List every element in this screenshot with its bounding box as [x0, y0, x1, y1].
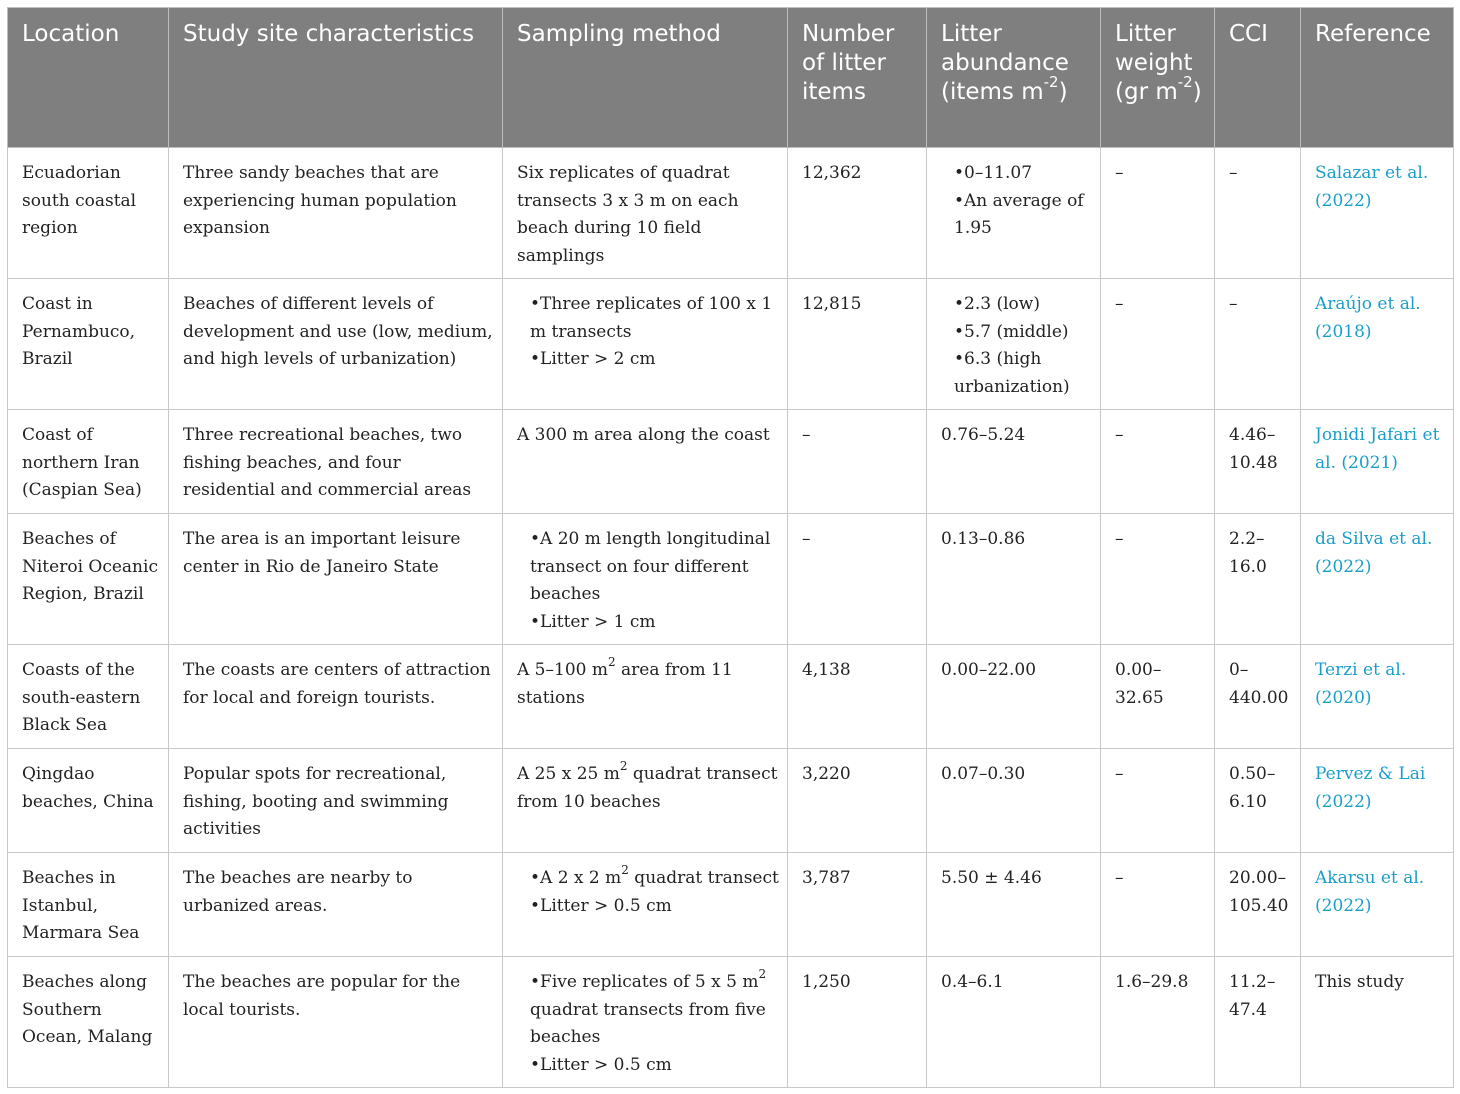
cell-location: Coast of northern Iran (Caspian Sea) — [8, 410, 169, 514]
cell-weight: – — [1101, 514, 1215, 645]
cell-site: Three recreational beaches, two fishing beaches, and four residential and commercial areas — [169, 410, 503, 514]
table-row — [8, 957, 1454, 1088]
cell-method: A 300 m area along the coast — [503, 410, 788, 514]
cell-cci: 0–440.00 — [1215, 645, 1301, 749]
table-row — [8, 749, 1454, 853]
cell-method: •A 20 m length longitudinal transect on four different beaches •Litter > 1 cm — [503, 514, 788, 645]
cell-site: Popular spots for recreational, fishing, booting and swimming activities — [169, 749, 503, 853]
header-cci: CCI — [1215, 8, 1301, 148]
cell-location: Beaches of Niteroi Oceanic Region, Brazil — [8, 514, 169, 645]
header-method: Sampling method — [503, 8, 788, 148]
reference-link[interactable]: Pervez & Lai (2022) — [1301, 749, 1454, 853]
cell-count: 12,362 — [788, 148, 927, 279]
cell-method: Six replicates of quadrat transects 3 x 3 m on each beach during 10 field samplings — [503, 148, 788, 279]
cell-abundance: 0.4–6.1 — [927, 957, 1101, 1088]
cell-location: Qingdao beaches, China — [8, 749, 169, 853]
cell-count: 1,250 — [788, 957, 927, 1088]
table-row — [8, 645, 1454, 749]
cell-cci: – — [1215, 279, 1301, 410]
reference-link[interactable]: Akarsu et al. (2022) — [1301, 853, 1454, 957]
table-row — [8, 148, 1454, 279]
cell-method: A 25 x 25 $m^2$ quadrat transect from 10 beaches — [503, 749, 788, 853]
cell-count: – — [788, 410, 927, 514]
table-row — [8, 279, 1454, 410]
cell-site: The beaches are nearby to urbanized areas. — [169, 853, 503, 957]
cell-count: 3,220 — [788, 749, 927, 853]
cell-location: Beaches along Southern Ocean, Malang — [8, 957, 169, 1088]
reference-link[interactable]: Salazar et al. (2022) — [1301, 148, 1454, 279]
cell-cci: 11.2–47.4 — [1215, 957, 1301, 1088]
cell-count: 4,138 — [788, 645, 927, 749]
cell-weight: – — [1101, 749, 1215, 853]
cell-location: Beaches in Istanbul, Marmara Sea — [8, 853, 169, 957]
cell-weight: 0.00–32.65 — [1101, 645, 1215, 749]
header-location: Location — [8, 8, 169, 148]
cell-abundance: 0.76–5.24 — [927, 410, 1101, 514]
cell-cci: 0.50–6.10 — [1215, 749, 1301, 853]
reference-link[interactable]: Jonidi Jafari et al. (2021) — [1301, 410, 1454, 514]
cell-cci: 2.2–16.0 — [1215, 514, 1301, 645]
header-weight: Litter weight (gr $m^{-2}$) — [1101, 8, 1215, 148]
cell-abundance: •0–11.07 •An average of 1.95 — [927, 148, 1101, 279]
reference-link[interactable]: Terzi et al. (2020) — [1301, 645, 1454, 749]
cell-abundance: 0.13–0.86 — [927, 514, 1101, 645]
reference-link[interactable]: da Silva et al. (2022) — [1301, 514, 1454, 645]
cell-count: – — [788, 514, 927, 645]
cell-abundance: •2.3 (low) •5.7 (middle) •6.3 (high urbanization) — [927, 279, 1101, 410]
cell-method: •Five replicates of 5 x 5 $m^2$ quadrat transects from five beaches •Litter > 0.5 cm — [503, 957, 788, 1088]
cell-cci: 20.00–105.40 — [1215, 853, 1301, 957]
reference-link[interactable]: Araújo et al. (2018) — [1301, 279, 1454, 410]
cell-method: •Three replicates of 100 x 1 m transects •Litter > 2 cm — [503, 279, 788, 410]
cell-count: 3,787 — [788, 853, 927, 957]
header-count: Number of litter items — [788, 8, 927, 148]
table-row — [8, 514, 1454, 645]
header-row — [8, 8, 1454, 148]
cell-abundance: 5.50 ± 4.46 — [927, 853, 1101, 957]
cell-cci: 4.46–10.48 — [1215, 410, 1301, 514]
cell-cci: – — [1215, 148, 1301, 279]
header-site: Study site characteristics — [169, 8, 503, 148]
cell-count: 12,815 — [788, 279, 927, 410]
cell-location: Coasts of the south-eastern Black Sea — [8, 645, 169, 749]
header-abundance: Litter abundance (items $m^{-2}$) — [927, 8, 1101, 148]
cell-location: Ecuadorian south coastal region — [8, 148, 169, 279]
cell-location: Coast in Pernambuco, Brazil — [8, 279, 169, 410]
cell-weight: – — [1101, 410, 1215, 514]
cell-site: Three sandy beaches that are experiencing human population expansion — [169, 148, 503, 279]
table-row — [8, 410, 1454, 514]
cell-abundance: 0.00–22.00 — [927, 645, 1101, 749]
cell-reference: This study — [1301, 957, 1454, 1088]
cell-site: The coasts are centers of attraction for local and foreign tourists. — [169, 645, 503, 749]
cell-method: •A 2 x 2 $m^2$ quadrat transect •Litter > 0.5 cm — [503, 853, 788, 957]
cell-weight: – — [1101, 279, 1215, 410]
cell-site: The beaches are popular for the local tourists. — [169, 957, 503, 1088]
cell-site: The area is an important leisure center in Rio de Janeiro State — [169, 514, 503, 645]
header-reference: Reference — [1301, 8, 1454, 148]
litter-comparison-table — [7, 7, 1454, 1088]
cell-weight: 1.6–29.8 — [1101, 957, 1215, 1088]
cell-weight: – — [1101, 148, 1215, 279]
table-row — [8, 853, 1454, 957]
cell-weight: – — [1101, 853, 1215, 957]
cell-site: Beaches of different levels of development and use (low, medium, and high levels of urbanization) — [169, 279, 503, 410]
cell-method: A 5–100 $m^2$ area from 11 stations — [503, 645, 788, 749]
cell-abundance: 0.07–0.30 — [927, 749, 1101, 853]
